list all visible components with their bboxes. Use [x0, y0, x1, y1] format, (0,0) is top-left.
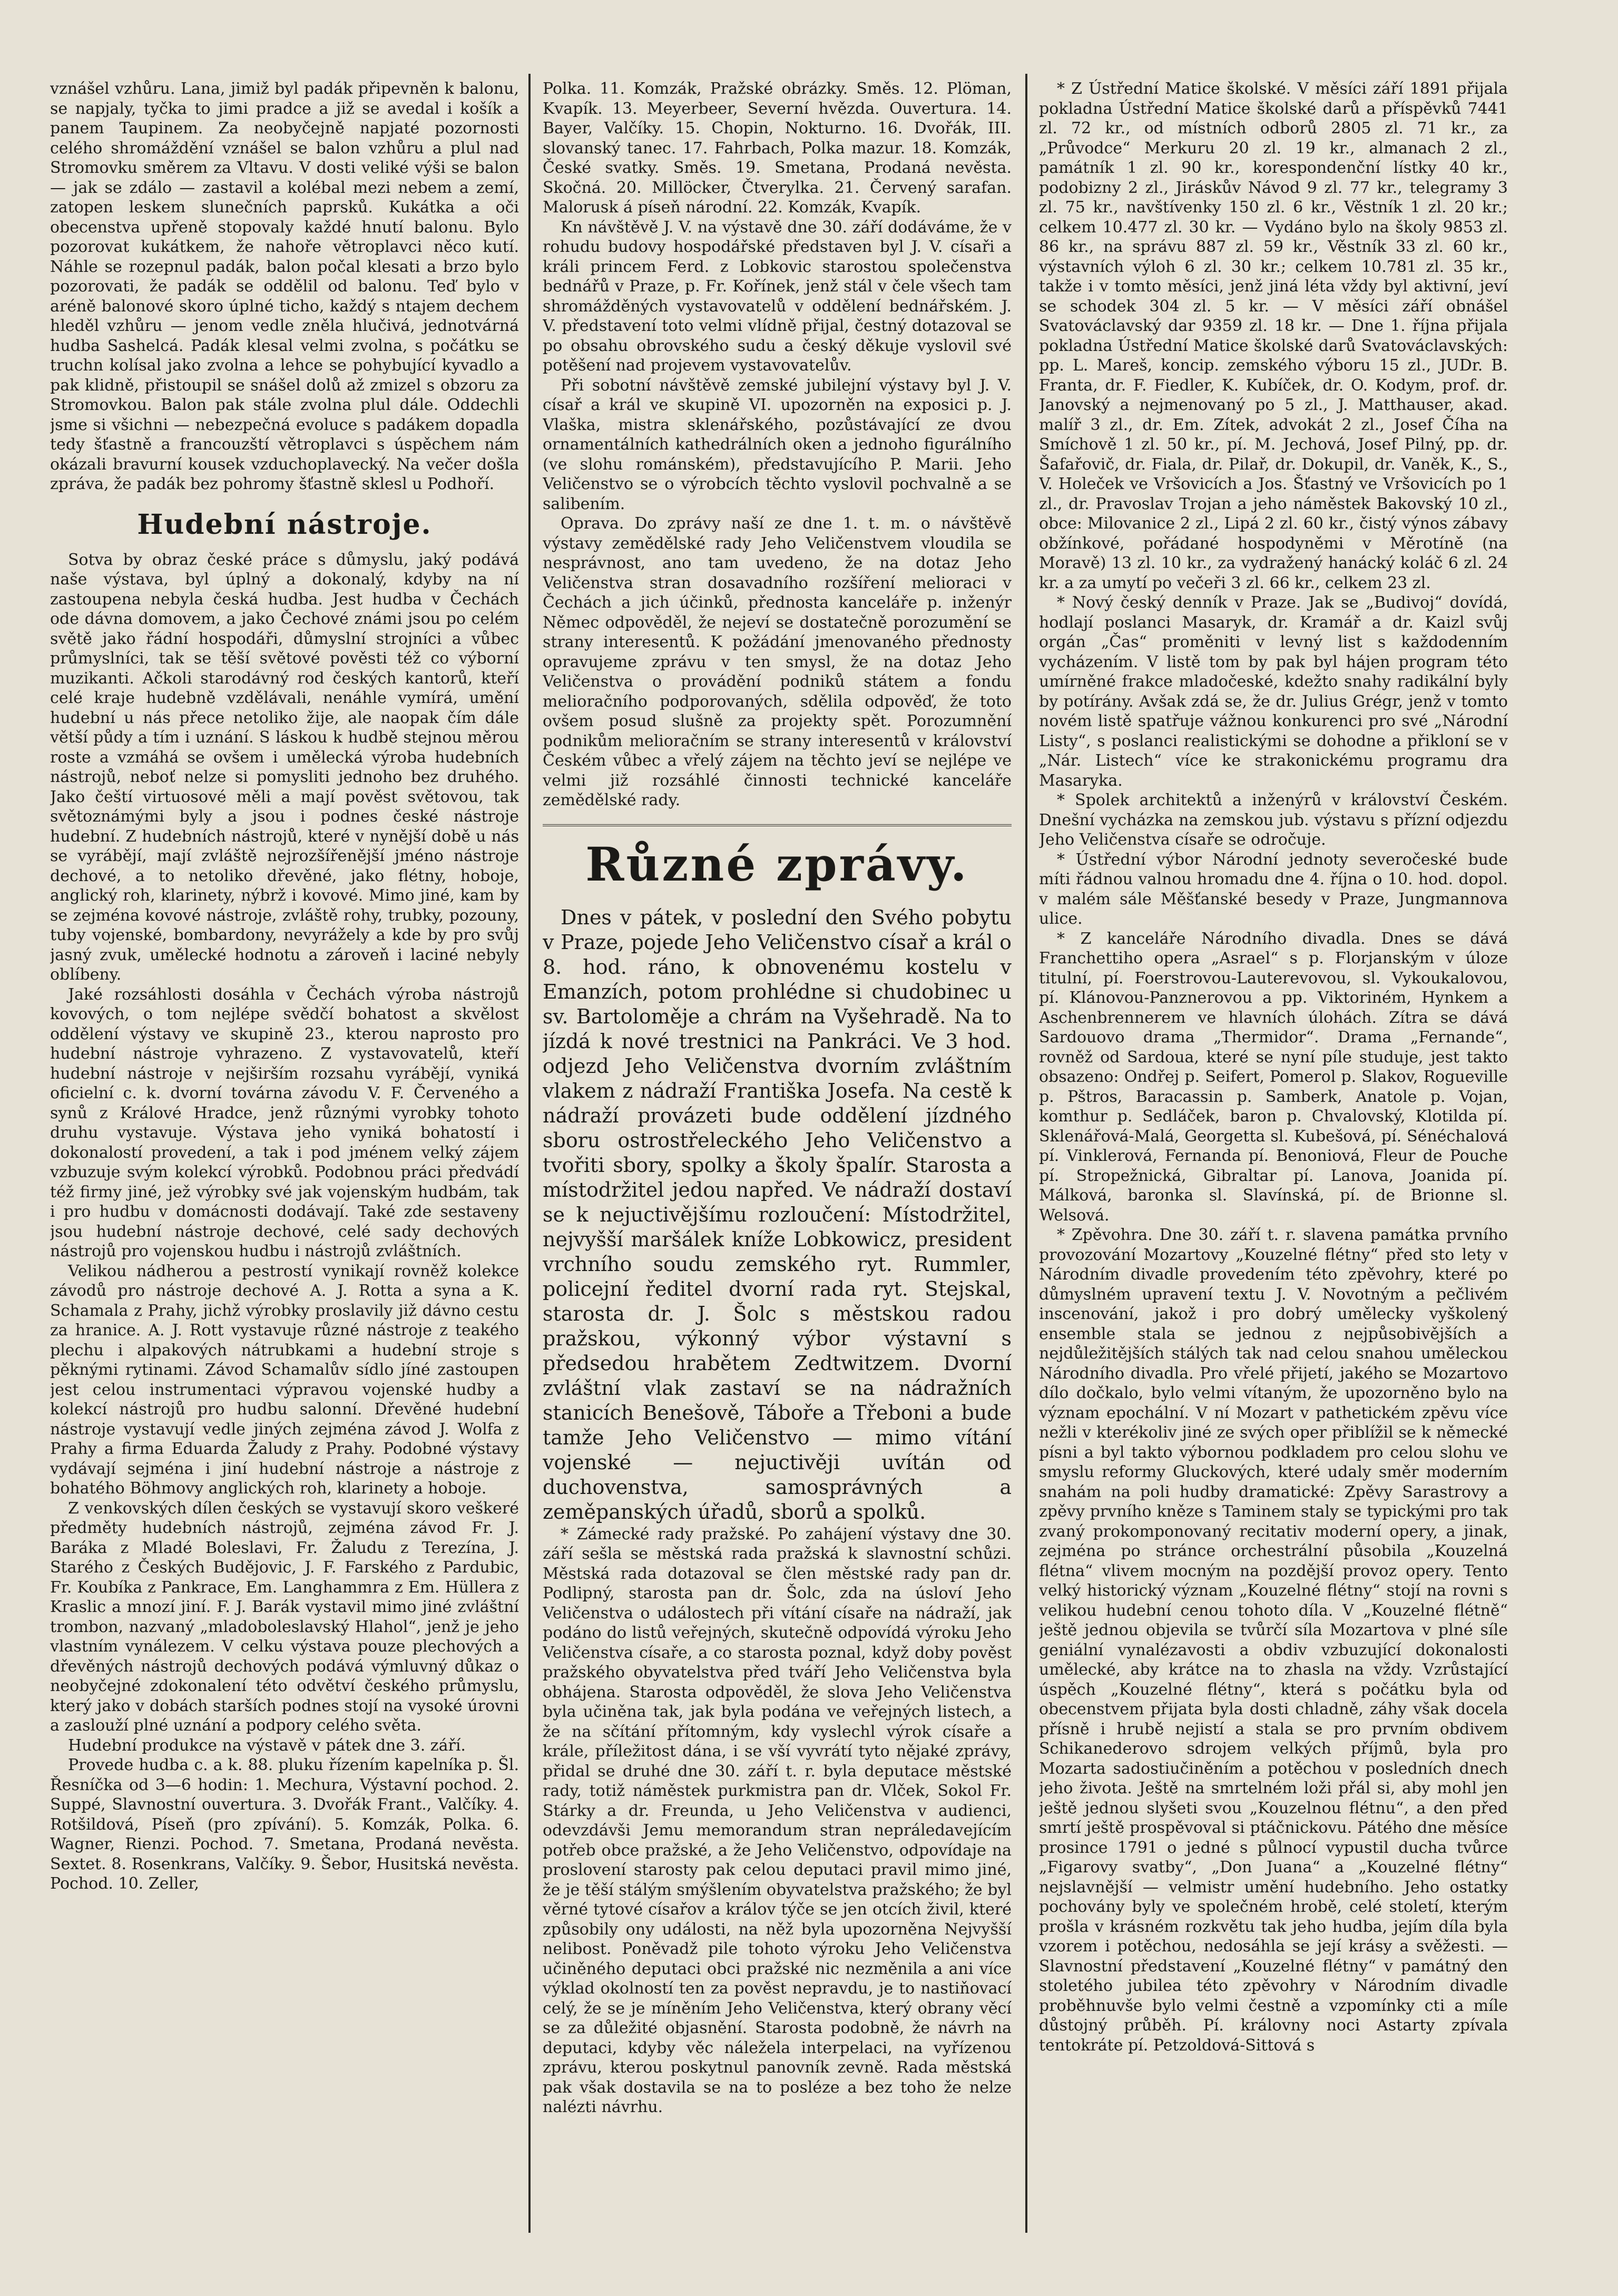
article-paragraph: * Ústřední výbor Národní jednoty severočeské bude míti řádnou valnou hromadu dne 4. října o 10. hod. dopol. v malém sále Měšťanské besedy v Praze, Jungmannova ulice. [1039, 850, 1508, 928]
article-paragraph: Při sobotní návštěvě zemské jubilejní výstavy byl J. V. císař a král ve skupině VI. upozorněn na exposici p. J. Vlaška, mistra sklenářského, pozůstávající ze dvou ornamentálních kathedrálních oken a jednoho figurálního (ve slohu románském), představujícího P. Marii. Jeho Veličenstvo se o výrobcích těchto vyslovil pochvalně a se salibením. [543, 376, 1012, 513]
column-rule [528, 74, 531, 2233]
section-rule [543, 824, 1012, 828]
article-paragraph: * Z Ústřední Matice školské. V měsíci září 1891 přijala pokladna Ústřední Matice školské darů a příspěvků 7441 zl. 72 kr., od místních odborů 2805 zl. 71 kr., za „Průvodce“ Merkuru 20 zl. 19 kr., almanach 2 zl., památník 1 zl. 90 kr., korespondenční lístky 40 kr., podobizny 2 zl., Jiráskův Návod 9 zl. 77 kr., telegramy 3 zl. 75 kr., navštívenky 150 zl. 6 kr., Věstník 1 zl. 20 kr.; celkem 10.477 zl. 30 kr. — Vydáno bylo na školy 9853 zl. 86 kr., na správu 887 zl. 59 kr., Věstník 33 zl. 60 kr., výstavních výloh 6 zl. 30 kr.; celkem 10.781 zl. 35 kr., takže i v tomto měsíci, jenž jiná léta vždy byl aktivní, jeví se schodek 304 zl. 5 kr. — V měsíci září obnášel Svatováclavský dar 9359 zl. 18 kr. — Dne 1. října přijala pokladna Ústřední Matice školské darů Svatováclavských: pp. L. Mareš, koncip. zemského výboru 15 zl., JUDr. B. Franta, dr. F. Fiedler, K. Kubíček, dr. O. Kodym, prof. dr. Janovský a nejmenovaný po 5 zl., J. Matthauser, akad. malíř 3 zl., dr. Em. Zítek, advokát 2 zl., Josef Číha na Smíchově 1 zl. 50 kr., pí. M. Jechová, Josef Pilný, pp. dr. Šafařovič, dr. Fiala, dr. Pilař, dr. Dokupil, dr. Vaněk, K., S., V. Holeček ve Vršovicích a Jos. Šťastný ve Vršovicích po 1 zl., dr. Pravoslav Trojan a jeho náměstek Bakovský 10 zl., obce: Milovanice 2 zl., Lipá 2 zl. 60 kr., čistý výnos zábavy obžínkové, pořádané hospodyněmi v Měrotíně (na Moravě) 13 zl. 10 kr., za vydražený hanácký koláč 6 zl. 24 kr. a za umytí po večeři 3 zl. 66 kr., celkem 23 zl. [1039, 80, 1508, 592]
text-column-1 [50, 79, 519, 2233]
article-paragraph: Z venkovských dílen českých se vystavují skoro veškeré předměty hudebních nástrojů, zejména závod Fr. J. Baráka z Mladé Boleslavi, Fr. Žaludu z Terezína, J. Starého z Českých Budějovic, J. F. Farského z Pardubic, Fr. Koubíka z Pankrace, Em. Langhammra z Em. Hüllera z Kraslic a mnozí jiní. F. J. Barák vystavil mimo jiné zvláštní trombon, nazvaný „mladoboleslavský Hlahol“, jenž je jeho vlastním vynálezem. V celku výstava pouze plechových a dřevěných nástrojů dechových podává výmluvný důkaz o neobyčejné zdokonalení této odvětví českého průmyslu, který jako v dobách starších podnes stojí na vysoké úrovni a zaslouží plné uznání a podpory celého světa. [50, 1499, 519, 1735]
text-column-3 [1039, 79, 1508, 2233]
section-heading: Různé zprávy. [585, 836, 969, 892]
article-paragraph: Oprava. Do zprávy naší ze dne 1. t. m. o návštěvě výstavy zemědělské rady Jeho Veličenstvem vloudila se nesprávnost, ano tam uvedeno, že na dotaz Jeho Veličenstva stran dosavadního rozšíření melioraci v Čechách a jich účinků, přednosta kanceláře p. inženýr Němec odpověděl, že nejeví se dostatečně porozumění se strany interesentů. K požádání jmenovaného přednosty opravujeme zprávu v ten smysl, že na dotaz Jeho Veličenstva o provádění podniků státem a fondu melioračního podporovaných, sdělila odpověď, že toto ovšem posud slušně za projekty spět. Porozumnění podnikům melioračním se strany interesentů v království Českém vůbec a vřelý zájem na těchto jeví se nejlépe ve velmi již rozsáhlé činnosti technické kanceláře zemědělské rady. [543, 514, 1012, 809]
article-paragraph: * Zámecké rady pražské. Po zahájení výstavy dne 30. září sešla se městská rada pražská k slavnostní schůzi. Městská rada dotazoval se člen městské rady pan dr. Podlipný, starosta pan dr. Šolc, zda na úsloví Jeho Veličenstva o událostech při vítání císaře na nádraží, jak podáno do listů veřejných, skutečně odpovídá výroku Jeho Veličenstva císaře, a co starosta poznal, když doby pověst pražského obyvatelstva před tváří Jeho Veličenstva byla obhájena. Starosta odpověděl, že slova Jeho Veličenstva byla učiněna tak, jak byla podána ve veřejných listech, a že na sčítání přítomným, kdy vyslechl výrok císaře a krále, příležitost dána, i se vší vyvrátí tyto nějaké zprávy, přidal se druhé dne 30. září t. r. byla deputace městské rady, totiž náměstek purkmistra pan dr. Vlček, Sokol Fr. Stárky a dr. Freunda, u Jeho Veličenstva v audienci, odevzdávši Jemu memorandum stran nepráledavejícím potřeb obce pražské, a že Jeho Veličenstvo, odpovídaje na proslovení starosty pak celou deputaci pravil mimo jiné, že je těší stálým smýšlením obyvatelstva pražského; že byl věrné tytové císařov a králov týče se jen otcích živil, které způsobily ony události, na něž byla upozorněna Nejvyšší nelibost. Poněvadž pile tohoto výroku Jeho Veličenstva učiněného deputaci obci pražské nic nezměnila a ani více výklad okolností ten za pověst nepravdu, je to nastiňovací celý, že se je míněním Jeho Veličenstva, který obrany věcí se za důležité objasnění. Starosta podobně, že návrh na deputaci, kdyby věc náležela interpelaci, na vyřízenou zprávu, kterou poskytnul panovník zevně. Rada městská pak však dostavila se na to posléze a bez toho že nelze nalézti návrhu. [543, 1525, 1012, 2116]
article-paragraph: Sotva by obraz české práce s důmyslu, jaký podává naše výstava, byl úplný a dokonalý, kdyby na ní zastoupena nebyla česká hudba. Jest hudba v Čechách ode dávna domovem, a jako Čechové známi jsou po celém světě jako řádní hospodáři, důmyslní strojníci a vůbec průmyslníci, tak se těší světové pověsti též co výborní muzikanti. Ačkoli starodávný rod českých kantorů, kteří celé kraje hudebně vzdělávali, nenáhle vymírá, umění hudební u nás přece netoliko žije, ale naopak čím dále větší půdy a tím i uznání. S láskou k hudbě stejnou měrou roste a vzmáhá se ovšem i umělecká výroba hudebních nástrojů, neboť nelze si pomysliti jednoho bez druhého. Jako čeští virtuosové měli a mají pověst světovou, tak světoznámými byly a jsou i podnes české nástroje hudební. Z hudebních nástrojů, které v nynější době u nás se vyrábějí, mají zvláště nejrozšířenější jméno nástroje dechové, a to netoliko dřevěné, jako flétny, hoboje, anglický roh, klarinety, nýbrž i kovové. Mimo jiné, kam by se zejména kovové nástroje, zvláště rohy, trubky, pozouny, tuby vojenské, bombardony, nevyrážely a kde by pro svůj jasný zvuk, umělecké hodnotu a zároveň i laciné nebyly oblíbeny. [50, 550, 519, 984]
article-paragraph: * Z kanceláře Národního divadla. Dnes se dává Franchettiho opera „Asrael“ s p. Florjanským v úloze titulní, pí. Foerstrovou-Lauterevovou, sl. Vykoukalovou, pí. Klánovou-Panznerovou a pp. Viktoriném, Hynkem a Aschenbrennerem ve hlavních úlohách. Zítra se dává Sardouovo drama „Thermidor“. Drama „Fernande“, rovněž od Sardoua, které se nyní píle studuje, jest takto obsazeno: Ondřej p. Seifert, Pomerol p. Slakov, Rogueville p. Pštros, Baracassin p. Samberk, Anatole p. Vojan, komthur p. Sedláček, baron p. Chvalovský, Klotilda pí. Sklenářová-Malá, Georgetta sl. Kubešová, pí. Sénéchalová pí. Vinklerová, Fernanda pí. Benoniová, Fleur de Pouche pí. Stropežnická, Gibraltar pí. Lanova, Joanida pí. Málková, baronka sl. Slavínská, pí. de Brionne sl. Welsová. [1039, 929, 1508, 1225]
article-paragraph: vznášel vzhůru. Lana, jimiž byl padák připevněn k balonu, se napjaly, tyčka to jimi pradce a již se avedal i košík a panem Taupinem. Za neobyčejně napjaté pozornosti celého shromáždění vznášel se balon vzhůru a plul nad Stromovku směrem za Vltavu. V dosti veliké výši se balon — jak se zdálo — zastavil a kolébal mezi nebem a zemí, zatopen leskem slunečních paprsků. Kukátka a oči obecenstva upřeně stopovaly každé hnutí balonu. Bylo pozorovat kukátkem, že nahoře větroplavci něco kutí. Náhle se rozepnul padák, balon počal klesati a brzo bylo pozorovati, že padák se oddělil od balonu. Teď bylo v aréně balonové skoro úplné ticho, každý s ntajem dechem hleděl vzhůru — jenom vedle zněla hlučivá, jednotvárná hudba Sashelcá. Padák klesal velmi zvolna, s počátku se truchn kolísal jako zvolna a lehce se pohybující kyvadlo a pak klidně, přistoupil se snášel dolů až zmizel s obzoru za Stromovkou. Balon pak stále zvolna plul dále. Oddechli jsme si všichni — nebezpečná evoluce s padákem dopadla tedy šťastně a francouzští větroplavci s úspěchem nám okázali bravurní kousek vzduchoplavecký. Na večer došla zpráva, že padák bez pohromy šťastně sklesl u Podhoří. [50, 80, 519, 493]
lead-article [543, 905, 1012, 1525]
article-paragraph: Jaké rozsáhlosti dosáhla v Čechách výroba nástrojů kovových, o tom nejlépe svědčí bohatost a skvělost oddělení výstavy ve skupině 23., kterou naprosto pro hudební nástroje vyhrazeno. Z vystavovatelů, kteří hudební nástroje v nejširším rozsahu vyrábějí, vyniká oficielní c. k. dvorní továrna závodu V. F. Červeného a synů z Králové Hradce, jenž různými vyrobky tohoto druhu vystavuje. Výstava jeho vyniká bohatostí i dokonalostí provedení, a tak i pod jménem velký zájem vzbuzuje svým kolekcí výrobků. Podobnou práci předvádí též firmy jiné, jež výrobky své jak vojenským hudbám, tak i pro hudbu v domácnosti dodávají. Také zde sestaveny jsou hudební nástroje dechové, celé sady dechových nástrojů pro vojenskou hudbu i nástrojů zvláštních. [50, 985, 519, 1261]
article-paragraph: * Zpěvohra. Dne 30. září t. r. slavena památka prvního provozování Mozartovy „Kouzelné flétny“ před sto lety v Národním divadle provedením této zpěvohry, které po důmyslném upravení textu J. V. Novotným a pečlivém inscenování, jakož i pro dobrý umělecky vyškolený ensemble stala se jednou z nejpůsobivějších a nejdůležitějších stálých tak nad celou snahou uměleckou Národního divadla. Pro vřelé přijetí, jakého se Mozartovo dílo dočkalo, bylo velmi vítaným, že upozorněno bylo na význam epochální. V ní Mozart v pathetickém zpěvu více nežli v kterékoliv jiné ze svých oper přiblížil se k německé písni a byl takto výbornou podkladem pro celou slohu ve smyslu reformy Gluckových, které udaly směr moderním snahám na poli hudby dramatické: Zpěvy Sarastrovy a zpěvy prvního kněze s Taminem staly se typickými pro tak zvaný prokomponovaný recitativ moderní opery, a jinak, zejména po stránce orchestrální působila „Kouzelná flétna“ vlivem mocným na pozdější provoz opery. Tento velký historický význam „Kouzelné flétny“ stojí na rovni s velikou hudební cenou tohoto díla. V „Kouzelné flétně“ ještě jednou objevila se tvůrčí síla Mozartova v plné síle geniální vynalézavosti a obdiv vzbuzující dokonalosti umělecké, aby krátce na to zhasla na vždy. Vzrůstající úspěch „Kouzelné flétny“, která s počátku byla od obecenstvem přijata byla dosti chladně, záhy však docela přísně i hrubě nejistí a stala se pro prvním obdivem Schikanederovo sdrojem velkých příjmů, byla pro Mozarta sadostiučiněním a potěchou v posledních dnech jeho života. Ještě na smrtelném loži přál si, aby mohl jen ještě jednou slyšeti svou „Kouzelnou flétnu“, a den před smrtí ještě prospěvoval si ptáčnickovu. Pátého dne měsíce prosince 1791 o jedné s půlnocí vypustil ducha tvůrce „Figarovy svatby“, „Don Juana“ a „Kouzelné flétny“ nejslavnější — velmistr umění hudebního. Jeho ostatky pochovány byly ve společném hrobě, celé století, kterým prošla v krásném rozkvětu tak jeho hudba, jejím díla byla vzorem i potěchou, nedosáhla se její krásy a svěžesti. — Slavnostní představení „Kouzelné flétny“ v památný den stoletého jubilea této zpěvohry v Národním divadle proběhnuvše bylo velmi čestně a vzpomínky cti a míle důstojný průběh. Pí. královny noci Astarty zpívala tentokráte pí. Petzoldová-Sittová s [1039, 1226, 1508, 2055]
article-paragraph: Provede hudba c. a k. 88. pluku řízením kapelníka p. Šl. Řesníčka od 3—6 hodin: 1. Mechura, Výstavní pochod. 2. Suppé, Slavnostní ouvertura. 3. Dvořák Frant., Valčíky. 4. Rotšildová, Píseň (pro zpívání). 5. Komzák, Polka. 6. Wagner, Rienzi. Pochod. 7. Smetana, Prodaná nevěsta. Sextet. 8. Rosenkrans, Valčíky. 9. Šebor, Husitská nevěsta. Pochod. 10. Zeller, [50, 1756, 519, 1893]
article-paragraph: * Spolek architektů a inženýrů v království Českém. Dnešní vycházka na zemskou jub. výstavu s přízní odjezdu Jeho Veličenstva císaře se odročuje. [1039, 791, 1508, 849]
article-paragraph: * Nový český denník v Praze. Jak se „Budivoj“ dovídá, hodlají poslanci Masaryk, dr. Kramář a dr. Kaizl svůj orgán „Čas“ proměniti v levný list s každodenním vycházením. V listě tom by pak byl hájen program této umírněné frakce mladočeské, kdežto snahy radikální byly by potírány. Avšak zdá se, že dr. Julius Grégr, jenž v tomto novém listě spatřuje vážnou konkurenci pro své „Národní Listy“, s poslanci realistickými se dohodne a přikloní se v „Nár. Listech“ více ke strakonickému programu dra Masaryka. [1039, 593, 1508, 790]
article-paragraph: Kn návštěvě J. V. na výstavě dne 30. září dodáváme, že v rohudu budovy hospodářské představen byl J. V. císaři a králi princem Ferd. z Lobkovic starostou společenstva bednářů v Praze, p. Fr. Kořínek, jenž stál v čele všech tam shromážděných vystavovatelů v oddělení bednářském. J. V. představení toto velmi vlídně přijal, čestný dotazoval se po obsahu obrovského sudu a český děkuje vyslovil své potěšení nad projevem vystavovatelův. [543, 218, 1012, 375]
article-heading: Hudební nástroje. [137, 508, 432, 541]
text-column-2 [543, 79, 1012, 2233]
article-paragraph: Dnes v pátek, v poslední den Svého pobytu v Praze, pojede Jeho Veličenstvo císař a král o 8. hod. ráno, k obnovenému kostelu v Emanzích, potom prohlédne si chudobinec u sv. Bartoloměje a chrám na Vyšehradě. Na to jízdá k nové trestnici na Pankráci. Ve 3 hod. odjezd Jeho Veličenstva dvorním zvláštním vlakem z nádraží Františka Josefa. Na cestě k nádraží provázeti bude oddělení jízdného sboru ostrostřeleckého Jeho Veličenstvo a tvořiti sbory, spolky a školy špalír. Starosta a místodržitel jedou napřed. Ve nádraží dostaví se k nejuctivějšímu rozloučení: Místodržitel, nejvyšší maršálek kníže Lobkowicz, president vrchního soudu zemského ryt. Rummler, policejní ředitel dvorní rada ryt. Stejskal, starosta dr. J. Šolc s městskou radou pražskou, výkonný výbor výstavní s předsedou hrabětem Zedtwitzem. Dvorní zvláštní vlak zastaví se na nádražních stanicích Benešově, Táboře a Třeboni a bude tamže Jeho Veličenstvo — mimo vítání vojenské — nejuctivěji uvítán od duchovenstva, samosprávných a zeměpanských úřadů, sborů a spolků. [543, 905, 1012, 1523]
article-paragraph: Polka. 11. Komzák, Pražské obrázky. Směs. 12. Plöman, Kvapík. 13. Meyerbeer, Severní hvězda. Ouvertura. 14. Bayer, Valčíky. 15. Chopin, Nokturno. 16. Dvořák, III. slovanský tanec. 17. Fahrbach, Polka mazur. 18. Komzák, České svatky. Směs. 19. Smetana, Prodaná nevěsta. Skočná. 20. Millöcker, Čtverylka. 21. Červený sarafan. Malorusk á píseň národní. 22. Komzák, Kvapík. [543, 80, 1012, 217]
column-rule [1025, 74, 1027, 2233]
article-paragraph: Hudební produkce na výstavě v pátek dne 3. září. [68, 1736, 466, 1755]
article-paragraph: Velikou nádherou a pestrostí vynikají rovněž kolekce závodů pro nástroje dechové A. J. Rotta a syna a K. Schamala z Prahy, jichž výrobky proslavily již dávno cestu za hranice. A. J. Rott vystavuje různé nástroje z teakého plechu i alpakových nátrubkami a hudební stroje s pěknými rytinami. Závod Schamalův sídlo jíné zastoupen jest celou instrumentaci výpravou vojenské hudby a kolekcí nástrojů pro hudbu salonní. Dřevěné hudební nástroje vystavují vedle jiných zejména závod J. Wolfa z Prahy a firma Eduarda Žaludy z Prahy. Podobné výstavy vydávají sejména i jiní hudební nástroje a nástroje z bohatého Böhmovy anglických roh, klarinety a hoboje. [50, 1262, 519, 1498]
